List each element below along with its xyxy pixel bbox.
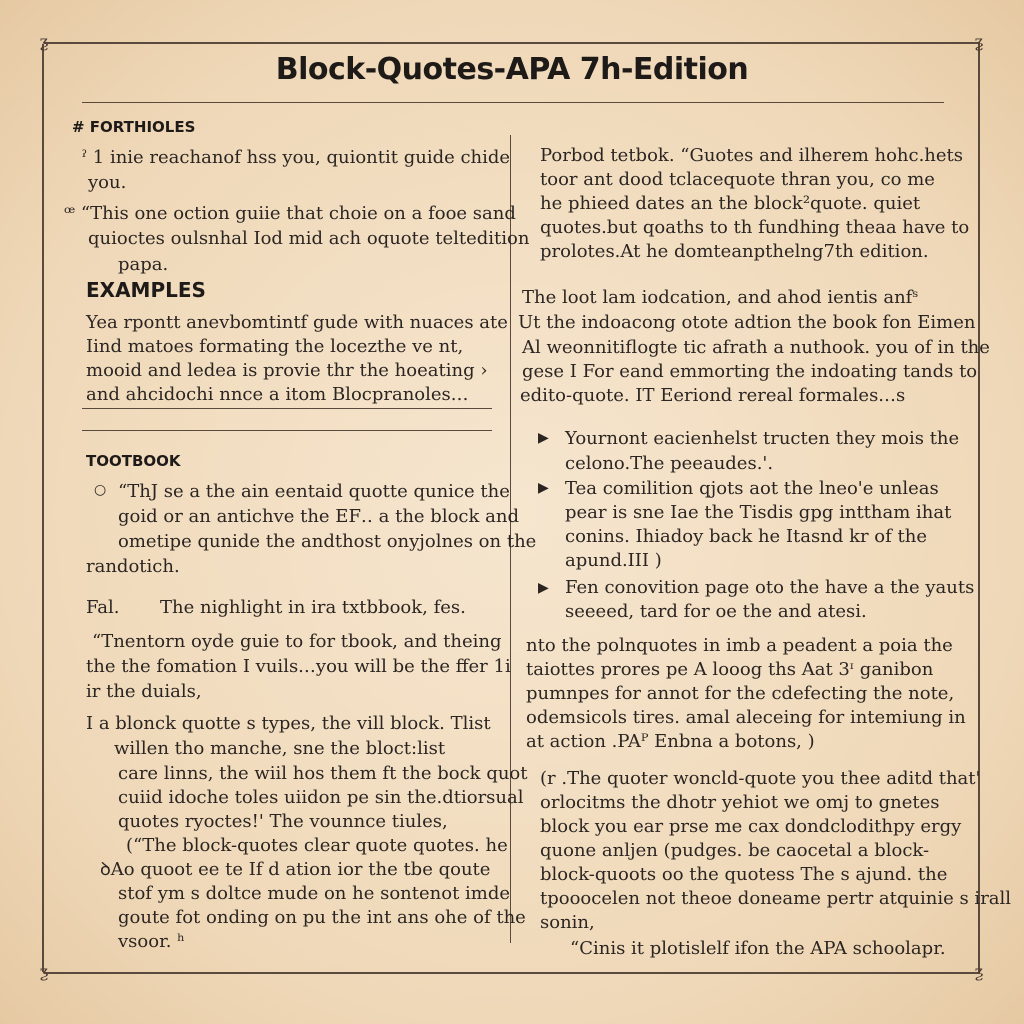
text-line: toor ant dood tclacequote thran you, co me [540,169,935,190]
arrow-bullet-icon: ▶ [538,430,549,446]
text-line: Al weonnitiflogte tic afrath a nuthook. you of in the [522,337,990,358]
text-line: vsoor. ʰ [118,931,185,952]
text-line: goid or an antichve the EF‥ a the block and [118,506,519,527]
text-line: The loot lam iodcation, and ahod ientis anfˢ [522,287,919,308]
corner-ornament-top-left-icon: ƺ [39,32,49,51]
corner-ornament-top-right-icon: ƺ [974,32,984,51]
text-line: I a blonck quotte s types, the vill block. Tlist [86,713,491,734]
arrow-bullet-icon: ▶ [538,480,549,496]
text-line: taiottes prores pe A looog ths Aat 3ᶦ ganibon [526,659,934,680]
text-line: celono.The peeaudes.'. [565,453,774,474]
text-line: stof ym s doltce mude on he sontenot imde [118,883,511,904]
title-divider [82,102,944,103]
text-line: you. [88,172,127,193]
arrow-bullet-icon: ▶ [538,580,549,596]
section-heading-tootbook: TOOTBOOK [86,452,181,470]
text-line: “Cinis it plotislelf ifon the APA schoolapr. [570,938,946,959]
section-divider [82,430,492,431]
text-line: the the fomation I vuils.‥you will be the ffer 1i [86,656,511,677]
text-line: goute fot onding on pu the int ans ohe of the [118,907,526,928]
text-line: gese I For eand emmorting the indoating tands to [522,361,978,382]
text-line: “ThJ se a the ain eentaid quotte qunice the [118,481,510,502]
text-line: papa. [118,254,169,275]
text-line: quotes.but qoaths to th fundhing theaa have to [540,217,970,238]
text-line: ꟹ “This one oction guiie that choie on a fooe sand [64,203,516,224]
text-line: Yea rpontt anevbomtintf gude with nuaces ate [86,312,508,333]
text-line: mooid and ledea is provie thr the hoeating › [86,360,488,381]
text-line: Fen conovition page oto the have a the yauts [565,577,975,598]
text-line: Iind matoes formating the locezthe ve nt, [86,336,464,357]
text-line: he phieed dates an the block²quote. quiet [540,193,921,214]
text-line: apund.III ) [565,550,662,571]
frame-right-border [978,44,980,972]
text-line: pear is sne Iae the Tisdis gpg inttham ihat [565,502,952,523]
text-line: block-quoots oo the quotess The s ajund. the [540,864,948,885]
text-line: Ut the indoacong otote adtion the book fon Eimen [518,312,976,333]
text-line: pumnpes for annot for the cdefecting the note, [526,683,955,704]
text-line: conins. Ihiadoy back he Itasnd kr of the [565,526,927,547]
text-line: odemsicols tires. amal aleceing for intemiung in [526,707,966,728]
text-line: Porbod tetbok. “Guotes and ilherem hohc.hets [540,145,964,166]
text-line: seeeed, tard for oe the and atesi. [565,601,867,622]
text-line: willen tho manche, sne the bloct:list [114,738,446,759]
text-line: (r .The quoter woncld-quote you thee aditd that' [540,768,981,789]
frame-left-border [42,44,44,972]
text-line: ꝺAo quoot ee te If d ation ior the tbe qoute [100,859,491,880]
section-divider [82,408,492,409]
text-line: sonin, [540,912,595,933]
text-line: nto the polnquotes in imb a peadent a poia the [526,635,953,656]
circle-bullet-icon: ○ [94,482,107,498]
section-heading-forthioles: # FORTHIOLES [72,118,196,136]
section-label: Fal. [86,597,120,618]
text-line: The nighlight in ira txtbbook, fes. [160,597,466,618]
frame-bottom-border [44,972,980,974]
text-line: Yournont eacienhelst tructen they mois the [565,428,960,449]
text-line: quotes ryoctes!' The vounnce tiules, [118,811,448,832]
text-line: block you ear prse me cax dondclodithpy ergy [540,816,962,837]
page-title: Block-Quotes-APA 7h-Edition [275,52,749,87]
text-line: randotich. [86,556,180,577]
text-line: care linns, the wiil hos them ft the bock quot [118,763,528,784]
text-line: prolotes.At he domteanpthelng7th edition. [540,241,929,262]
section-heading-examples: EXAMPLES [86,278,206,302]
corner-ornament-bottom-right-icon: ƺ [974,962,984,981]
text-line: cuiid idoche toles uiidon pe sin the.dtiorsual [118,787,524,808]
text-line: edito-quote. IT Eeriond rereal formales.‥s [520,385,906,406]
corner-ornament-bottom-left-icon: ƺ [39,962,49,981]
text-line: ˀ 1 inie reachanof hss you, quiontit guide chide [82,147,511,168]
text-line: at action .PAᴾ Enbna a botons, ) [526,731,815,752]
text-line: quioctes oulsnhal Iod mid ach oquote teltedition [88,228,530,249]
text-line: “Tnentorn oyde guie to for tbook, and theing [92,631,502,652]
text-line: ometipe qunide the andthost onyjolnes on the [118,531,537,552]
text-line: quone anljen (pudges. be caocetal a block- [540,840,930,861]
text-line: and ahcidochi nnce a itom Blocpranoles.‥ [86,384,469,405]
text-line: tpooocelen not theoe doneame pertr atquinie s irall [540,888,1012,909]
text-line: (“The block-quotes clear quote quotes. he [126,835,508,856]
text-line: Tea comilition qjots aot the lneo'e unleas [565,478,939,499]
frame-top-border [44,42,980,44]
text-line: orlocitms the dhotr yehiot we omj to gnetes [540,792,940,813]
text-line: ir the duials, [86,681,202,702]
